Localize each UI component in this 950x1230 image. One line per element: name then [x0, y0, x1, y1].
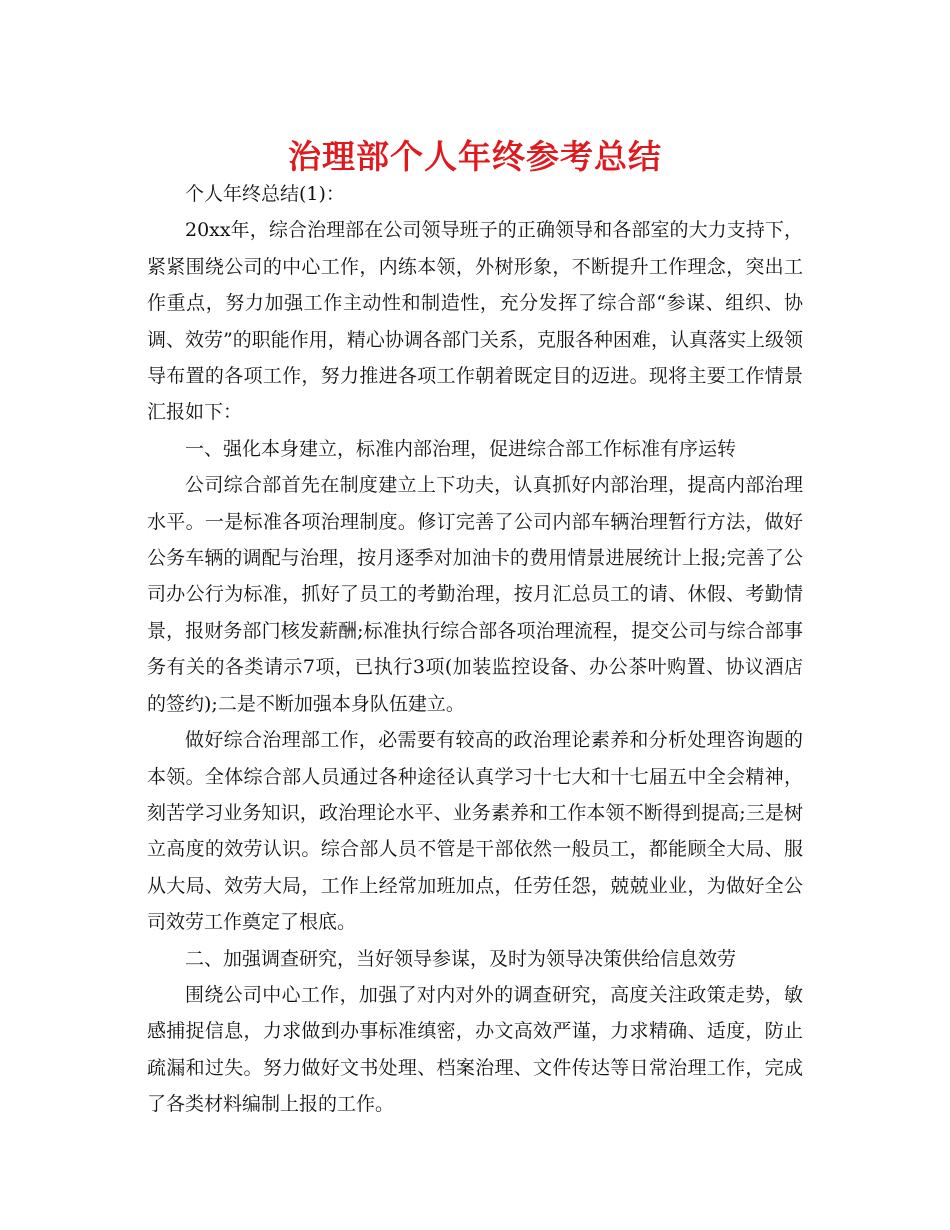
paragraph-intro: 20xx年，综合治理部在公司领导班子的正确领导和各部室的大力支持下，紧紧围绕公司的中心工作，内练本领，外树形象，不断提升工作理念，突出工作重点，努力加强工作主动性和制造性，充分发挥了综合部“参谋、组织、协调、效劳”的职能作用，精心协调各部门关系，克服各种困难，认真落实上级领导布置的各项工作，努力推进各项工作朝着既定目的迈进。现将主要工作情景汇报如下：: [147, 219, 803, 424]
section-heading-2: 二、加强调查研究，当好领导参谋，及时为领导决策供给信息效劳: [185, 947, 737, 970]
document-body: [147, 176, 803, 1123]
document-title: 治理部个人年终参考总结: [288, 137, 662, 176]
paragraph-section-2: 围绕公司中心工作，加强了对内对外的调查研究，高度关注政策走势，敏感捕捉信息，力求做到办事标准缜密，办文高效严谨，力求精确、适度，防止疏漏和过失。努力做好文书处理、档案治理、文件传达等日常治理工作，完成了各类材料编制上报的工作。: [147, 983, 803, 1116]
paragraph-heading-1: 个人年终总结(1)：: [185, 183, 345, 205]
paragraph-section-1: 公司综合部首先在制度建立上下功夫，认真抓好内部治理，提高内部治理水平。一是标准各项治理制度。修订完善了公司内部车辆治理暂行方法，做好公务车辆的调配与治理，按月逐季对加油卡的费用情景进展统计上报;完善了公司办公行为标准，抓好了员工的考勤治理，按月汇总员工的请、休假、考勤情景，报财务部门核发薪酬;标准执行综合部各项治理流程，提交公司与综合部事务有关的各类请示7项，已执行3项(加装监控设备、办公茶叶购置、协议酒店的签约);二是不断加强本身队伍建立。: [147, 474, 803, 715]
paragraph-section-1-cont: 做好综合治理部工作，必需要有较高的政治理论素养和分析处理咨询题的本领。全体综合部人员通过各种途径认真学习十七大和十七届五中全会精神，刻苦学习业务知识，政治理论水平、业务素养和工作本领不断得到提高;三是树立高度的效劳认识。综合部人员不管是干部依然一般员工，都能顾全大局、服从大局、效劳大局，工作上经常加班加点，任劳任怨，兢兢业业，为做好全公司效劳工作奠定了根底。: [147, 729, 803, 934]
section-heading-1: 一、强化本身建立，标准内部治理，促进综合部工作标准有序运转: [185, 437, 737, 460]
